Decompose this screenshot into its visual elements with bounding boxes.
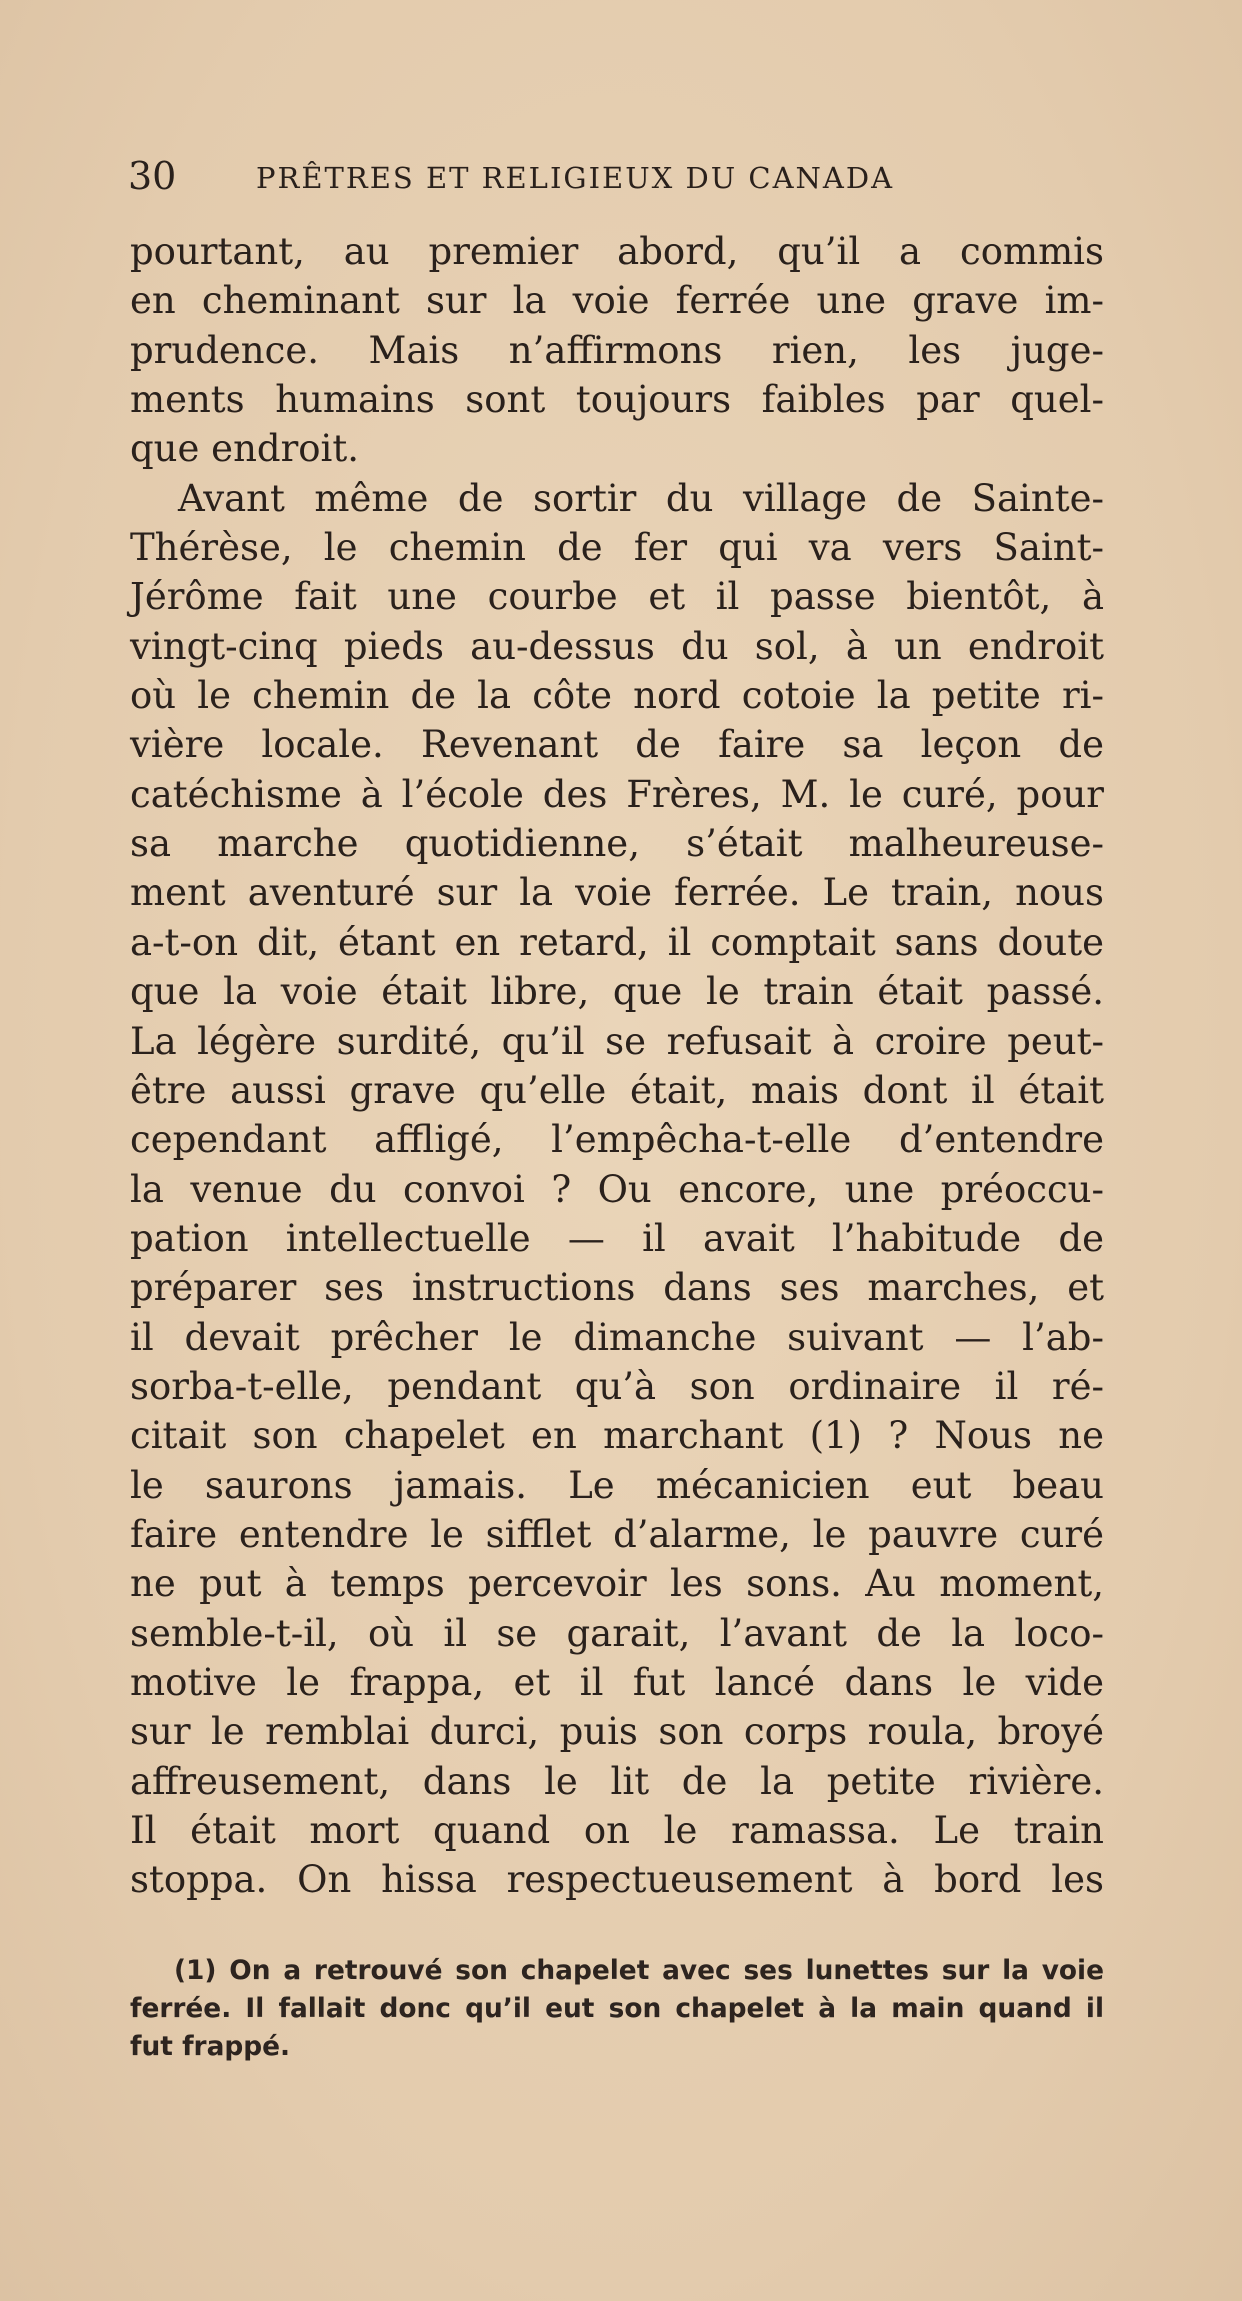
- body-line: faire entendre le sifflet d’alarme, le pauvre curé: [130, 1512, 1104, 1556]
- body-line: sorba-t-elle, pendant qu’à son ordinaire il ré-: [130, 1364, 1104, 1408]
- body-line: Jérôme fait une courbe et il passe bientôt, à: [130, 575, 1104, 619]
- body-line: ment aventuré sur la voie ferrée. Le train, nous: [130, 871, 1104, 915]
- page-number: 30: [128, 154, 177, 198]
- footnote-line: ferrée. Il fallait donc qu’il eut son chapelet à la main quand il: [130, 1993, 1104, 2024]
- body-line: vière locale. Revenant de faire sa leçon de: [130, 723, 1104, 767]
- body-line: que la voie était libre, que le train était passé.: [130, 970, 1104, 1014]
- footnote-line: (1) On a retrouvé son chapelet avec ses lunettes sur la voie: [174, 1955, 1104, 1986]
- page-header: [128, 150, 1108, 210]
- body-line: La légère surdité, qu’il se refusait à croire peut-: [130, 1019, 1104, 1063]
- body-line: stoppa. On hissa respectueusement à bord les: [130, 1858, 1104, 1902]
- body-line: pation intellectuelle — il avait l’habitude de: [130, 1216, 1104, 1260]
- body-line: il devait prêcher le dimanche suivant — l’ab-: [130, 1315, 1104, 1359]
- body-line: catéchisme à l’école des Frères, M. le curé, pour: [130, 772, 1104, 816]
- body-line: ne put à temps percevoir les sons. Au moment,: [130, 1562, 1104, 1606]
- body-line: Il était mort quand on le ramassa. Le train: [130, 1809, 1104, 1852]
- body-line: Thérèse, le chemin de fer qui va vers Saint-: [130, 526, 1104, 570]
- body-line: le saurons jamais. Le mécanicien eut beau: [130, 1463, 1104, 1507]
- body-line: pourtant, au premier abord, qu’il a commis: [130, 230, 1104, 273]
- body-line: que endroit.: [130, 427, 360, 471]
- body-line: sur le remblai durci, puis son corps roula, broyé: [130, 1710, 1104, 1754]
- body-line: Avant même de sortir du village de Sainte-: [178, 476, 1104, 520]
- body-line: a-t-on dit, étant en retard, il comptait sans doute: [130, 920, 1104, 964]
- body-line: citait son chapelet en marchant (1) ? Nous ne: [130, 1414, 1104, 1458]
- body-line: prudence. Mais n’affirmons rien, les juge-: [130, 328, 1104, 372]
- footnote: [130, 1952, 1104, 2066]
- body-line: ments humains sont toujours faibles par quel-: [130, 378, 1104, 422]
- body-line: en cheminant sur la voie ferrée une grave im-: [130, 279, 1104, 323]
- body-line: la venue du convoi ? Ou encore, une préoccu-: [130, 1167, 1104, 1211]
- body-line: cependant affligé, l’empêcha-t-elle d’entendre: [130, 1118, 1104, 1162]
- body-line: semble-t-il, où il se garait, l’avant de la loco-: [130, 1611, 1104, 1655]
- body-line: être aussi grave qu’elle était, mais dont il était: [130, 1068, 1104, 1112]
- body-line: motive le frappa, et il fut lancé dans le vide: [130, 1660, 1104, 1704]
- body-line: vingt-cinq pieds au-dessus du sol, à un endroit: [130, 624, 1104, 668]
- running-head: PRÊTRES ET RELIGIEUX DU CANADA: [256, 161, 895, 195]
- body-line: où le chemin de la côte nord cotoie la petite ri-: [130, 674, 1104, 718]
- footnote-line: fut frappé.: [130, 2031, 291, 2062]
- body-line: sa marche quotidienne, s’était malheureuse-: [130, 822, 1104, 866]
- body-line: affreusement, dans le lit de la petite rivière.: [130, 1759, 1104, 1803]
- body-text: [130, 227, 1104, 1905]
- body-line: préparer ses instructions dans ses marches, et: [130, 1266, 1104, 1310]
